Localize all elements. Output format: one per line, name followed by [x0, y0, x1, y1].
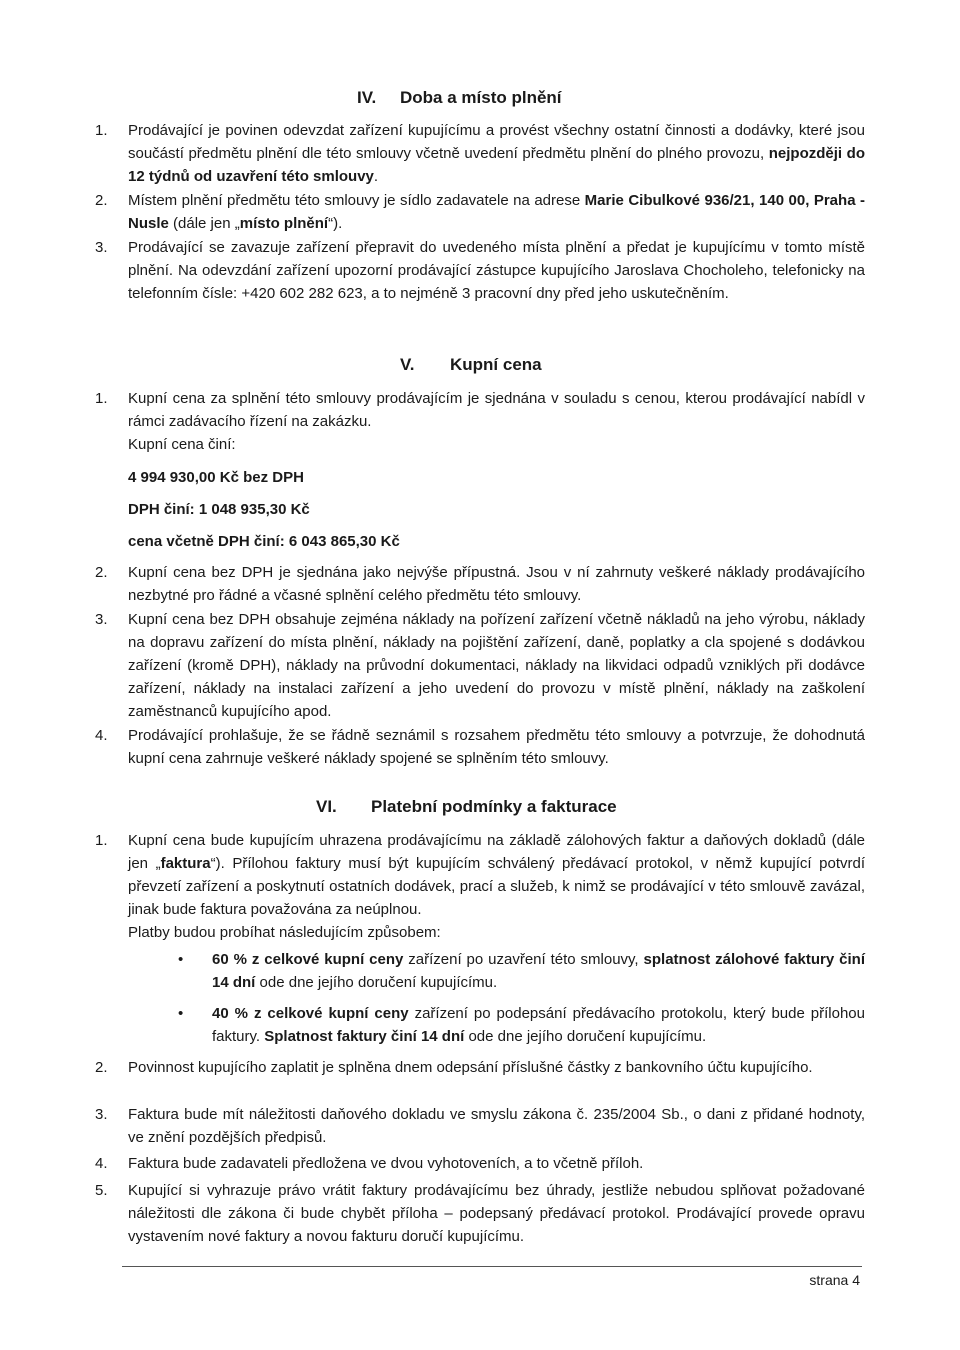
price-label: Kupní cena činí: [128, 436, 236, 453]
clause-text-end: . [373, 168, 379, 185]
page-number: strana 4 [809, 1272, 860, 1288]
price-with-vat: cena včetně DPH činí: 6 043 865,30 Kč [128, 533, 400, 550]
payment-due: Splatnost faktury činí 14 dní [264, 1028, 465, 1045]
payment-bullet-2 [178, 1002, 865, 1048]
clause-6-2 [95, 1056, 865, 1079]
clause-5-3 [95, 608, 865, 723]
clause-5-2 [95, 561, 865, 607]
clause-4-3 [95, 236, 865, 305]
clause-6-1 [95, 829, 865, 921]
clause-text-mid: (dále jen „ [168, 215, 240, 232]
clause-deadline: nejpozději do 12 týdnů od uzavření této smlouvy [128, 145, 865, 185]
section-number: IV. [357, 88, 377, 107]
payment-text-end: ode dne jejího doručení kupujícímu. [255, 974, 498, 991]
clause-number: 5. [95, 1182, 108, 1199]
payment-share: 40 % z celkové kupní ceny [212, 1005, 409, 1022]
clause-number: 3. [95, 239, 108, 256]
clause-text: Kupní cena bude kupujícím uhrazena prodávajícímu na základě zálohových faktur a daňových dokladů (dále jen „ [128, 832, 865, 872]
section-number: VI. [316, 797, 337, 816]
clause-text: Kupní cena bez DPH obsahuje zejména náklady na pořízení zařízení včetně nákladů na jeho výrobu, náklady na dopravu zařízení do místa plnění, náklady na pojištění zařízení, daně, poplatky a cla spojené s dodávkou zařízení (kromě DPH), náklady na průvodní dokumentaci, náklady na likvidaci odpadů vzniklých při dodávce zařízení, náklady na instalaci zařízení a jeho uvedení do provozu v místě plnění, náklady na zaškolení zaměstnanců kupujícího apod. [128, 611, 865, 720]
clause-number: 4. [95, 727, 108, 744]
clause-text: Kupní cena bez DPH je sjednána jako nejvýše přípustná. Jsou v ní zahrnuty veškeré náklady prodávajícího nezbytné pro řádné a včasné splnění celého předmětu této smlouvy. [128, 564, 865, 604]
footer-divider [122, 1266, 862, 1267]
clause-text: Prodávající je povinen odevzdat zařízení kupujícímu a provést všechny ostatní činnosti a dodávky, které jsou součástí předmětu plnění dle této smlouvy včetně uvedení předmětu plnění do plného provozu, [128, 122, 865, 162]
clause-number: 3. [95, 1106, 108, 1123]
section-title: Platební podmínky a fakturace [371, 797, 617, 816]
clause-6-3 [95, 1103, 865, 1149]
clause-number: 1. [95, 832, 108, 849]
bullet-dot-icon: • [178, 951, 184, 968]
clause-defined-term: místo plnění [239, 215, 329, 232]
clause-number: 4. [95, 1155, 108, 1172]
clause-number: 2. [95, 192, 108, 209]
price-without-vat: 4 994 930,00 Kč bez DPH [128, 469, 304, 486]
section-number: V. [400, 355, 415, 374]
clause-text: Kupující si vyhrazuje právo vrátit faktury prodávajícímu bez úhrady, jestliže nebudou splňovat požadované náležitosti dle zákona či bude chybět příloha – podepsaný předávací protokol. Prodávající provede opravu vystavením nové faktury a novou fakturu doručí kupujícímu. [128, 1182, 865, 1245]
payment-share: 60 % z celkové kupní ceny [212, 951, 404, 968]
section-title: Kupní cena [450, 355, 542, 374]
payment-text: zařízení po uzavření této smlouvy, [403, 951, 644, 968]
clause-text: Faktura bude zadavateli předložena ve dvou vyhotoveních, a to včetně příloh. [128, 1155, 644, 1172]
clause-text: Prodávající se zavazuje zařízení přepravit do uvedeného místa plnění a předat je kupujícímu v tomto místě plnění. Na odevzdání zařízení upozorní prodávající zástupce kupujícího Jaroslava Chocholeho, telefonicky na telefonním čísle: +420 602 282 623, a to nejméně 3 pracovní dny před jeho uskutečněním. [128, 239, 865, 302]
clause-number: 3. [95, 611, 108, 628]
clause-6-4 [95, 1152, 865, 1175]
clause-number: 2. [95, 564, 108, 581]
clause-number: 1. [95, 122, 108, 139]
payment-text-end: ode dne jejího doručení kupujícímu. [464, 1028, 707, 1045]
payment-text: zařízení po podepsání předávacího protokolu, který bude přílohou faktury. [212, 1005, 865, 1045]
clause-defined-term: faktura [160, 855, 211, 872]
clause-4-1 [95, 119, 865, 188]
clause-text-end: “). [328, 215, 343, 232]
vat-amount: DPH činí: 1 048 935,30 Kč [128, 501, 310, 518]
clause-number: 1. [95, 390, 108, 407]
clause-text: Kupní cena za splnění této smlouvy prodávajícím je sjednána v souladu s cenou, kterou prodávající nabídl v rámci zadávacího řízení na zakázku. [128, 390, 865, 430]
section-heading-vi [316, 797, 617, 817]
section-heading-iv [357, 88, 562, 108]
clause-address: Marie Cibulkové 936/21, 140 00, Praha - Nusle [128, 192, 866, 232]
clause-text: Povinnost kupujícího zaplatit je splněna dnem odepsání příslušné částky z bankovního účtu kupujícího. [128, 1059, 813, 1076]
clause-number: 2. [95, 1059, 108, 1076]
clause-5-1 [95, 387, 865, 433]
bullet-dot-icon: • [178, 1005, 184, 1022]
payments-label: Platby budou probíhat následujícím způsobem: [128, 924, 441, 941]
clause-6-5 [95, 1179, 865, 1248]
clause-4-2 [95, 189, 865, 235]
payment-due: splatnost zálohové faktury činí 14 dní [212, 951, 865, 991]
section-title: Doba a místo plnění [400, 88, 562, 107]
clause-5-4 [95, 724, 865, 770]
section-heading-v [400, 355, 542, 375]
clause-text: Prodávající prohlašuje, že se řádně seznámil s rozsahem předmětu této smlouvy a potvrzuje, že dohodnutá kupní cena zahrnuje veškeré náklady spojené se splněním této smlouvy. [128, 727, 865, 767]
clause-text: Místem plnění předmětu této smlouvy je sídlo zadavatele na adrese [128, 192, 585, 209]
payment-bullet-1 [178, 948, 865, 994]
clause-text-end: “). Přílohou faktury musí být kupujícím schválený předávací protokol, v němž kupující potvrdí převzetí zařízení a poskytnutí ostatních dodávek, prací a služeb, k nimž se prodávající v této smlouvě zavázal, jinak bude faktura považována za neúplnou. [128, 855, 866, 918]
clause-text: Faktura bude mít náležitosti daňového dokladu ve smyslu zákona č. 235/2004 Sb., o dani z přidané hodnoty, ve znění pozdějších předpisů. [128, 1106, 865, 1146]
